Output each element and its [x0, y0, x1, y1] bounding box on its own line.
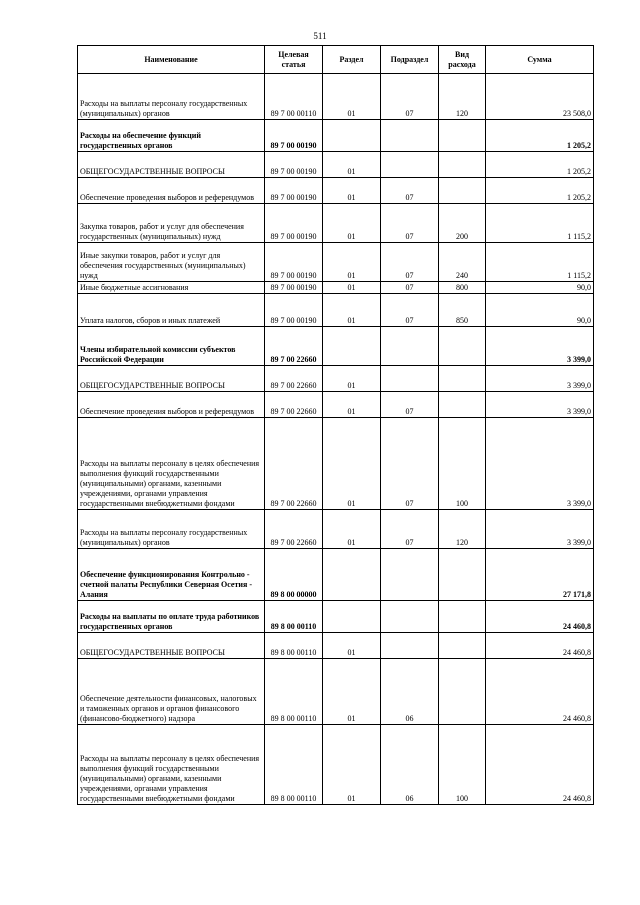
cell-name: ОБЩЕГОСУДАРСТВЕННЫЕ ВОПРОСЫ	[78, 366, 265, 392]
cell-subsection	[381, 549, 439, 601]
cell-section: 01	[323, 282, 381, 294]
table-row	[78, 510, 594, 549]
table-row	[78, 633, 594, 659]
table-row	[78, 392, 594, 418]
cell-section: 01	[323, 510, 381, 549]
cell-name: Расходы на выплаты по оплате труда работников государственных органов	[78, 601, 265, 633]
cell-expense-type: 100	[439, 418, 486, 510]
cell-expense-type: 200	[439, 204, 486, 243]
cell-subsection: 07	[381, 418, 439, 510]
cell-target-article: 89 7 00 00190	[265, 294, 323, 327]
cell-section	[323, 601, 381, 633]
header-target-article: Целевая статья	[265, 46, 323, 74]
cell-subsection: 07	[381, 392, 439, 418]
cell-subsection: 07	[381, 294, 439, 327]
cell-amount: 90,0	[486, 282, 594, 294]
cell-subsection: 06	[381, 725, 439, 805]
cell-section: 01	[323, 178, 381, 204]
cell-expense-type: 850	[439, 294, 486, 327]
table-body	[78, 74, 594, 805]
table-row	[78, 327, 594, 366]
table-row	[78, 178, 594, 204]
cell-name: ОБЩЕГОСУДАРСТВЕННЫЕ ВОПРОСЫ	[78, 152, 265, 178]
table-row	[78, 204, 594, 243]
cell-name: Расходы на выплаты персоналу государственных (муниципальных) органов	[78, 510, 265, 549]
cell-target-article: 89 8 00 00110	[265, 601, 323, 633]
cell-section: 01	[323, 152, 381, 178]
cell-amount: 1 205,2	[486, 178, 594, 204]
table-row	[78, 659, 594, 725]
cell-target-article: 89 7 00 22660	[265, 327, 323, 366]
cell-section: 01	[323, 633, 381, 659]
table-row	[78, 120, 594, 152]
cell-expense-type	[439, 178, 486, 204]
cell-subsection: 07	[381, 282, 439, 294]
cell-name: Обеспечение функционирования Контрольно - счетной палаты Республики Северная Осетия - Алания	[78, 549, 265, 601]
cell-expense-type	[439, 659, 486, 725]
cell-expense-type	[439, 633, 486, 659]
cell-subsection: 06	[381, 659, 439, 725]
table-row	[78, 418, 594, 510]
cell-amount: 1 205,2	[486, 120, 594, 152]
cell-subsection	[381, 601, 439, 633]
cell-subsection	[381, 152, 439, 178]
cell-section: 01	[323, 204, 381, 243]
cell-target-article: 89 7 00 00190	[265, 243, 323, 282]
cell-amount: 24 460,8	[486, 659, 594, 725]
cell-expense-type: 240	[439, 243, 486, 282]
header-subsection: Подраздел	[381, 46, 439, 74]
cell-target-article: 89 7 00 00190	[265, 120, 323, 152]
cell-expense-type: 100	[439, 725, 486, 805]
cell-name: Расходы на выплаты персоналу в целях обеспечения выполнения функций государственными (муниципальными) органами, казенными учреждениями, органами управления государственными внебюджетными фондами	[78, 725, 265, 805]
header-section: Раздел	[323, 46, 381, 74]
table-row	[78, 549, 594, 601]
table-row	[78, 152, 594, 178]
table-row	[78, 282, 594, 294]
cell-name: Расходы на выплаты персоналу государственных (муниципальных) органов	[78, 74, 265, 120]
cell-target-article: 89 7 00 22660	[265, 392, 323, 418]
cell-target-article: 89 8 00 00110	[265, 659, 323, 725]
cell-expense-type: 120	[439, 74, 486, 120]
cell-target-article: 89 7 00 00190	[265, 204, 323, 243]
cell-name: Уплата налогов, сборов и иных платежей	[78, 294, 265, 327]
table-header-row	[78, 46, 594, 74]
cell-expense-type	[439, 327, 486, 366]
cell-amount: 23 508,0	[486, 74, 594, 120]
cell-amount: 3 399,0	[486, 418, 594, 510]
table-row	[78, 366, 594, 392]
cell-target-article: 89 7 00 00110	[265, 74, 323, 120]
header-name: Наименование	[78, 46, 265, 74]
cell-amount: 3 399,0	[486, 510, 594, 549]
cell-amount: 3 399,0	[486, 392, 594, 418]
cell-subsection	[381, 366, 439, 392]
cell-section	[323, 549, 381, 601]
cell-amount: 3 399,0	[486, 366, 594, 392]
cell-section	[323, 120, 381, 152]
table-row	[78, 294, 594, 327]
table-row	[78, 601, 594, 633]
cell-section: 01	[323, 659, 381, 725]
cell-section: 01	[323, 74, 381, 120]
cell-expense-type	[439, 366, 486, 392]
cell-target-article: 89 7 00 22660	[265, 510, 323, 549]
cell-amount: 27 171,8	[486, 549, 594, 601]
cell-amount: 1 115,2	[486, 204, 594, 243]
cell-section	[323, 327, 381, 366]
table-row	[78, 243, 594, 282]
cell-name: Обеспечение проведения выборов и референдумов	[78, 392, 265, 418]
cell-name: Иные бюджетные ассигнования	[78, 282, 265, 294]
cell-name: ОБЩЕГОСУДАРСТВЕННЫЕ ВОПРОСЫ	[78, 633, 265, 659]
cell-name: Иные закупки товаров, работ и услуг для обеспечения государственных (муниципальных) нужд	[78, 243, 265, 282]
cell-subsection: 07	[381, 178, 439, 204]
cell-subsection	[381, 633, 439, 659]
cell-subsection: 07	[381, 243, 439, 282]
cell-name: Расходы на обеспечение функций государственных органов	[78, 120, 265, 152]
cell-subsection: 07	[381, 204, 439, 243]
cell-target-article: 89 8 00 00110	[265, 725, 323, 805]
budget-table	[77, 45, 594, 805]
cell-amount: 90,0	[486, 294, 594, 327]
cell-target-article: 89 8 00 00110	[265, 633, 323, 659]
cell-section: 01	[323, 243, 381, 282]
table-row	[78, 74, 594, 120]
cell-expense-type	[439, 601, 486, 633]
cell-amount: 3 399,0	[486, 327, 594, 366]
cell-expense-type: 120	[439, 510, 486, 549]
cell-expense-type	[439, 549, 486, 601]
header-amount: Сумма	[486, 46, 594, 74]
header-expense-type: Вид расхода	[439, 46, 486, 74]
cell-subsection	[381, 120, 439, 152]
cell-name: Члены избирательной комиссии субъектов Российской Федерации	[78, 327, 265, 366]
cell-amount: 24 460,8	[486, 601, 594, 633]
cell-subsection	[381, 327, 439, 366]
cell-name: Расходы на выплаты персоналу в целях обеспечения выполнения функций государственными (муниципальными) органами, казенными учреждениями, органами управления государственными внебюджетными фондами	[78, 418, 265, 510]
cell-section: 01	[323, 725, 381, 805]
cell-name: Закупка товаров, работ и услуг для обеспечения государственных (муниципальных) нужд	[78, 204, 265, 243]
cell-target-article: 89 7 00 00190	[265, 152, 323, 178]
cell-section: 01	[323, 392, 381, 418]
cell-target-article: 89 7 00 22660	[265, 418, 323, 510]
cell-amount: 1 205,2	[486, 152, 594, 178]
cell-amount: 24 460,8	[486, 725, 594, 805]
cell-target-article: 89 7 00 22660	[265, 366, 323, 392]
cell-target-article: 89 7 00 00190	[265, 282, 323, 294]
cell-target-article: 89 7 00 00190	[265, 178, 323, 204]
cell-section: 01	[323, 418, 381, 510]
cell-expense-type	[439, 152, 486, 178]
cell-target-article: 89 8 00 00000	[265, 549, 323, 601]
cell-subsection: 07	[381, 510, 439, 549]
cell-name: Обеспечение деятельности финансовых, налоговых и таможенных органов и органов финансового (финансово-бюджетного) надзора	[78, 659, 265, 725]
cell-section: 01	[323, 366, 381, 392]
cell-name: Обеспечение проведения выборов и референдумов	[78, 178, 265, 204]
cell-section: 01	[323, 294, 381, 327]
cell-amount: 24 460,8	[486, 633, 594, 659]
cell-expense-type	[439, 120, 486, 152]
page-number: 511	[313, 31, 327, 41]
cell-expense-type: 800	[439, 282, 486, 294]
table-row	[78, 725, 594, 805]
cell-subsection: 07	[381, 74, 439, 120]
cell-amount: 1 115,2	[486, 243, 594, 282]
cell-expense-type	[439, 392, 486, 418]
